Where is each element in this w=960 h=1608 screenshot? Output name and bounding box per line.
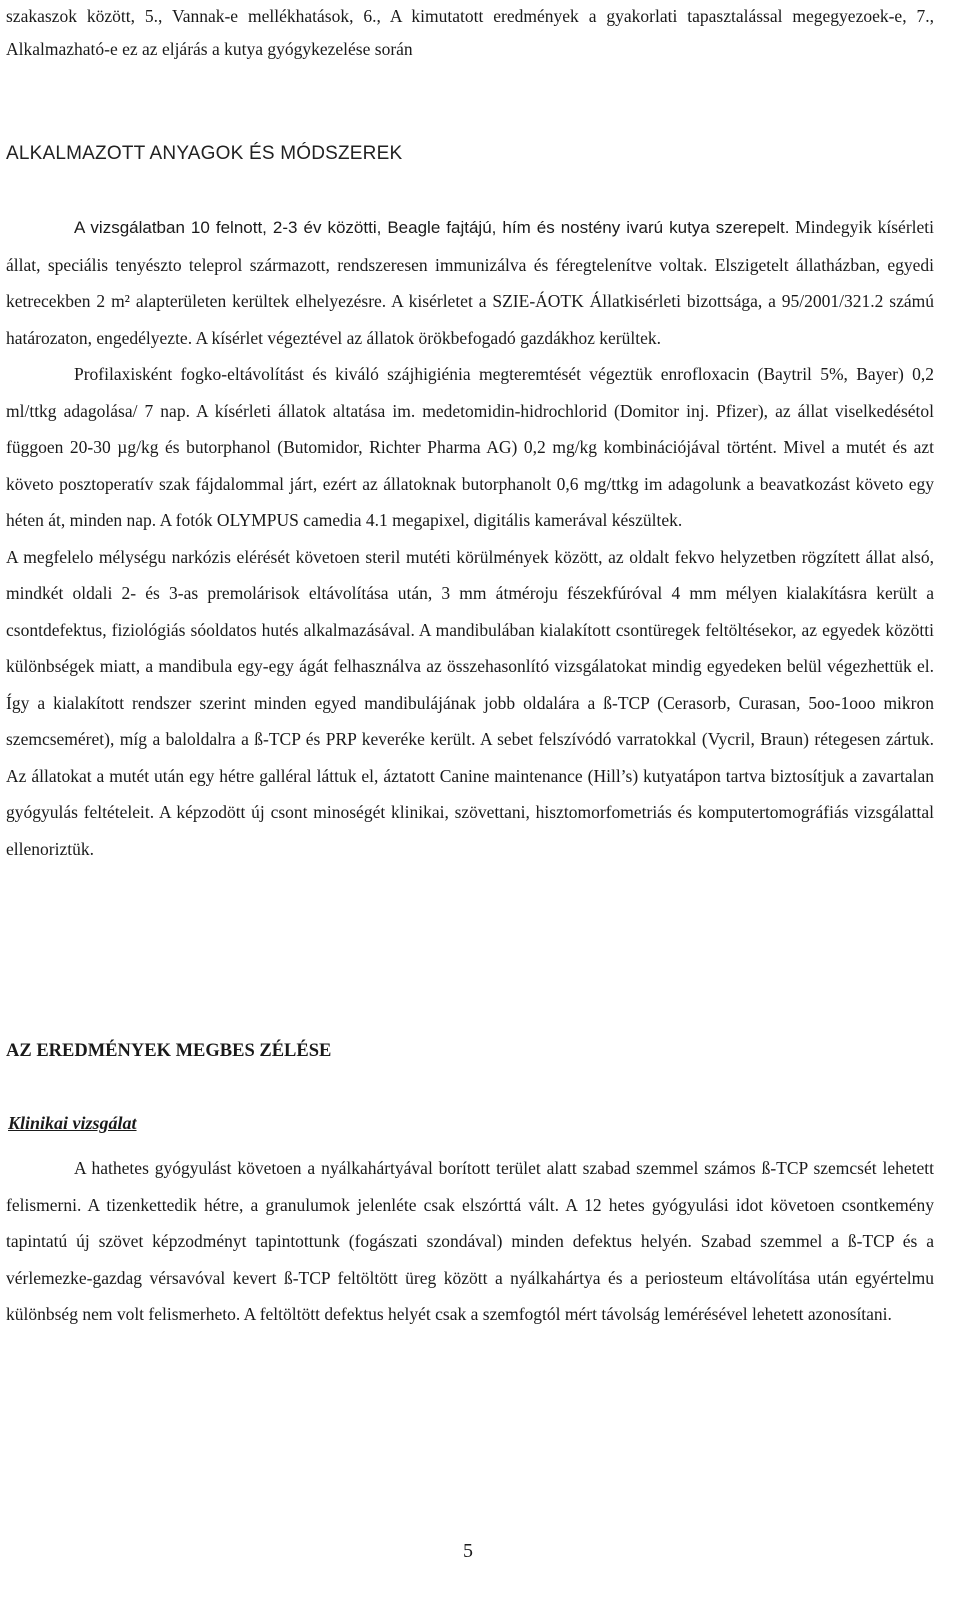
results-body <box>6 1150 934 1333</box>
methods-paragraph-1 <box>6 209 934 356</box>
methods-heading: ALKALMAZOTT ANYAGOK ÉS MÓDSZEREK <box>6 143 403 164</box>
methods-paragraph-1-sans: A vizsgálatban 10 felnott, 2-3 év közötti, Beagle fajtájú, hím és nostény ivarú kutya szerepelt. <box>74 218 790 237</box>
document-page <box>6 0 934 1608</box>
methods-paragraph-2: Profilaxisként fogko-eltávolítást és kiváló szájhigiénia megteremtését végeztük enrofloxacin (Baytril 5%, Bayer) 0,2 ml/ttkg adagolása/ 7 nap. A kísérleti állatok altatása im. medetomidin-hidrochlorid (Domitor inj. Pfizer), az állat viselkedésétol függoen 20-30 µg/kg és butorphanol (Butomidor, Richter Pharma AG) 0,2 mg/kg kombinációjával történt. Mivel a mutét és azt követo posztoperatív szak fájdalommal járt, ezért az állatoknak butorphanolt 0,6 mg/ttkg im adagolunk a beavatkozást követo egy héten át, minden nap. A fotók OLYMPUS camedia 4.1 megapixel, digitális kamerával készültek. <box>6 364 934 530</box>
results-paragraph-1: A hathetes gyógyulást követoen a nyálkahártyával borított terület alatt szabad szemmel számos ß-TCP szemcsét lehetett felismerni. A tizenkettedik hétre, a granulumok jelenléte csak elszórttá vált. A 12 hetes gyógyulási idot követoen csontkemény tapintatú új szövet képzodményt tapintottunk (fogászati szondával) minden defektus helyén. Szabad szemmel a ß-TCP és a vérlemezke-gazdag vérsavóval kevert ß-TCP feltöltött üreg között a nyálkahártya és a periosteum eltávolítása után egyértelmu különbség nem volt felismerheto. A feltöltött defektus helyét csak a szemfogtól mért távolság lemérésével lehetett azonosítani. <box>6 1158 934 1324</box>
methods-body <box>6 209 934 867</box>
methods-paragraph-1-rest: Mindegyik kísérleti állat, speciális tenyészto teleprol származott, rendszeresen immunizálva és féregtelenítve voltak. Elszigetelt állatházban, egyedi ketrecekben 2 m² alapterületen kerültek elhelyezésre. A kisérletet a SZIE-ÁOTK Állatkisérleti bizottsága, a 95/2001/321.2 számú határozaton, engedélyezte. A kísérlet végeztével az állatok örökbefogadó gazdákhoz kerültek. <box>6 217 934 348</box>
intro-paragraph: szakaszok között, 5., Vannak-e mellékhatások, 6., A kimutatott eredmények a gyakorlati tapasztalással megegyezoek-e, 7., Alkalmazható-e ez az eljárás a kutya gyógykezelése során <box>6 6 934 59</box>
results-subheading: Klinikai vizsgálat <box>8 1113 137 1133</box>
methods-paragraph-3: A megfelelo mélységu narkózis elérését követoen steril mutéti körülmények között, az oldalt fekvo helyzetben rögzített állat alsó, mindkét oldali 2- és 3-as premolárisok eltávolítása után, 3 mm átméroju fészekfúróval 4 mm mélyen kialakításra került a csontdefektus, fiziológiás sóoldatos hutés alkalmazásával. A mandibulában kialakított csontüregek feltöltésekor, az egyedek közötti különbségek miatt, a mandibula egy-egy ágát felhasználva az összehasonlító vizsgálatokat mindig egyedeken belül végezhettük el. Így a kialakított rendszer szerint minden egyed mandibulájának jobb oldalára a ß-TCP (Cerasorb, Curasan, 5oo-1ooo mikron szemcseméret), míg a baloldalra a ß-TCP és PRP keveréke került. A sebet felszívódó varratokkal (Vycril, Braun) rétegesen zártuk. Az állatokat a mutét után egy hétre galléral láttuk el, áztatott Canine maintenance (Hill’s) kutyatápon tartva biztosítjuk a zavartalan gyógyulás feltételeit. A képzodött új csont minoségét klinikai, szövettani, hisztomorfometriás és komputertomográfiás vizsgálattal ellenoriztük. <box>6 546 934 859</box>
page-number: 5 <box>463 1540 473 1562</box>
results-heading: AZ EREDMÉNYEK MEGBES ZÉLÉSE <box>6 1041 332 1061</box>
